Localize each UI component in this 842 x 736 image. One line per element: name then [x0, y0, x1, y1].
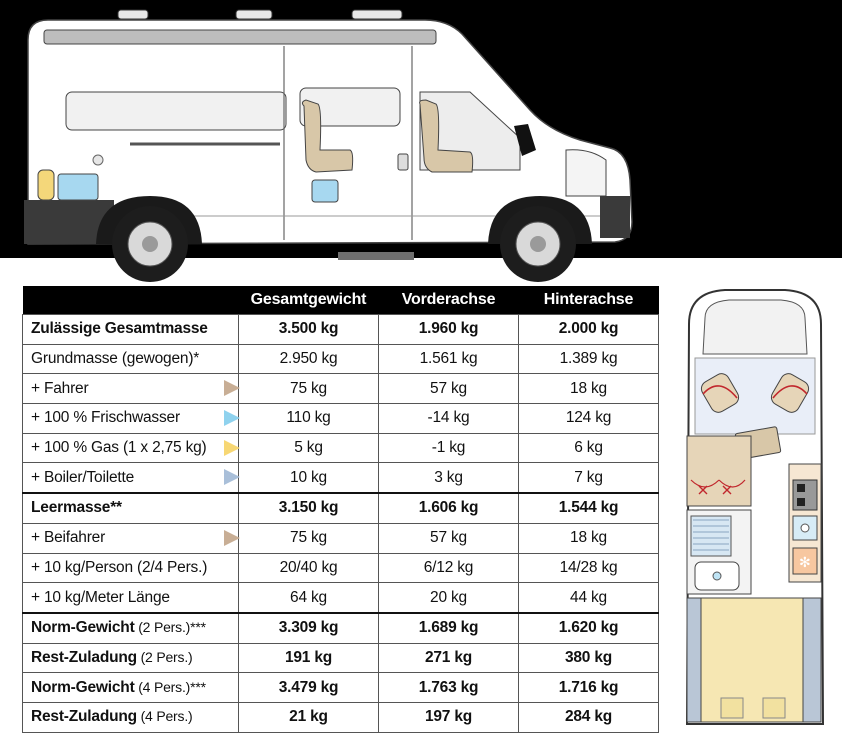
cell-rear-axle: 1.544 kg [519, 493, 659, 523]
table-header-row [23, 286, 659, 315]
table-row [23, 344, 659, 374]
row-label [23, 643, 239, 673]
table-row [23, 643, 659, 673]
row-label-text: + Beifahrer [31, 529, 106, 547]
row-label-text: + Boiler/Toilette [31, 468, 135, 486]
table-row [23, 433, 659, 463]
table-row [23, 404, 659, 434]
row-label [23, 523, 239, 553]
table-row [23, 374, 659, 404]
gas-bottle [38, 170, 54, 200]
row-label [23, 374, 239, 404]
row-label [23, 463, 239, 493]
fresh-water-tank [58, 174, 98, 200]
row-label [23, 404, 239, 434]
cell-rear-axle: 6 kg [519, 433, 659, 463]
cell-rear-axle: 284 kg [519, 702, 659, 732]
row-label-text: Rest-Zuladung [31, 708, 137, 726]
cell-front-axle: 1.561 kg [379, 344, 519, 374]
cell-rear-axle: 14/28 kg [519, 553, 659, 583]
column-header-total-weight: Gesamtgewicht [239, 286, 379, 315]
cell-rear-axle: 1.716 kg [519, 673, 659, 703]
rear-window [66, 92, 286, 130]
row-label [23, 583, 239, 613]
cell-total-weight: 3.500 kg [239, 315, 379, 345]
table-row [23, 315, 659, 345]
rear-wheel [112, 206, 188, 282]
row-label [23, 673, 239, 703]
row-label-suffix: (2 Pers.)*** [134, 619, 206, 636]
cell-rear-axle: 124 kg [519, 404, 659, 434]
row-label-text: + 100 % Gas (1 x 2,75 kg) [31, 439, 207, 457]
row-label [23, 315, 239, 345]
cell-total-weight: 3.150 kg [239, 493, 379, 523]
column-header [23, 286, 239, 315]
floor-plan-illustration [675, 284, 835, 730]
table-row [23, 583, 659, 613]
triangle-marker-icon [224, 410, 240, 426]
column-header-front-axle: Vorderachse [379, 286, 519, 315]
triangle-marker-icon [224, 469, 240, 485]
cell-total-weight: 2.950 kg [239, 344, 379, 374]
row-label-suffix: (2 Pers.) [136, 648, 193, 665]
table-row [23, 523, 659, 553]
cell-front-axle: 1.960 kg [379, 315, 519, 345]
table-row [23, 493, 659, 523]
row-label-suffix: (4 Pers.) [136, 708, 193, 725]
row-label-text: Leermasse** [31, 499, 122, 517]
cell-total-weight: 3.479 kg [239, 673, 379, 703]
weight-table-container [22, 286, 658, 733]
svg-text:✻: ✻ [799, 555, 811, 571]
weight-table [22, 286, 659, 733]
cell-total-weight: 21 kg [239, 702, 379, 732]
row-label-text: Norm-Gewicht [31, 619, 135, 637]
water-box [312, 180, 338, 202]
row-label [23, 702, 239, 732]
cell-total-weight: 3.309 kg [239, 613, 379, 643]
cell-rear-axle: 18 kg [519, 523, 659, 553]
row-label-text: + 10 kg/Meter Länge [31, 588, 170, 606]
cell-front-axle: -14 kg [379, 404, 519, 434]
row-label [23, 613, 239, 643]
entry-step [338, 252, 414, 260]
front-bumper [600, 196, 630, 238]
table-row [23, 613, 659, 643]
van-side-view-illustration [0, 0, 660, 285]
cell-rear-axle: 1.620 kg [519, 613, 659, 643]
roof-vent [352, 10, 402, 19]
cell-front-axle: 1.606 kg [379, 493, 519, 523]
cell-total-weight: 110 kg [239, 404, 379, 434]
row-label-text: Rest-Zuladung [31, 648, 137, 666]
row-label [23, 553, 239, 583]
cell-total-weight: 191 kg [239, 643, 379, 673]
cell-front-axle: 1.689 kg [379, 613, 519, 643]
row-label-suffix: (4 Pers.)*** [134, 678, 206, 695]
column-header-rear-axle: Hinterachse [519, 286, 659, 315]
cell-total-weight: 75 kg [239, 523, 379, 553]
cell-front-axle: 57 kg [379, 523, 519, 553]
cell-front-axle: 3 kg [379, 463, 519, 493]
cell-rear-axle: 44 kg [519, 583, 659, 613]
row-label-text: + 100 % Frischwasser [31, 409, 180, 427]
awning [44, 30, 436, 44]
cell-front-axle: 57 kg [379, 374, 519, 404]
row-label-text: + 10 kg/Person (2/4 Pers.) [31, 558, 208, 576]
front-wheel [500, 206, 576, 282]
cell-front-axle: 271 kg [379, 643, 519, 673]
cell-front-axle: 197 kg [379, 702, 519, 732]
cell-rear-axle: 7 kg [519, 463, 659, 493]
row-label [23, 433, 239, 463]
table-row [23, 553, 659, 583]
triangle-marker-icon [224, 530, 240, 546]
hood [703, 300, 807, 354]
triangle-marker-icon [224, 440, 240, 456]
row-label-text: + Fahrer [31, 379, 89, 397]
rear-bed [701, 598, 803, 722]
cell-total-weight: 10 kg [239, 463, 379, 493]
cell-total-weight: 64 kg [239, 583, 379, 613]
row-label-text: Zulässige Gesamtmasse [31, 320, 208, 338]
cell-rear-axle: 2.000 kg [519, 315, 659, 345]
cell-front-axle: 20 kg [379, 583, 519, 613]
row-label-text: Norm-Gewicht [31, 678, 135, 696]
row-label [23, 493, 239, 523]
cell-front-axle: 6/12 kg [379, 553, 519, 583]
roof-vent [118, 10, 148, 19]
triangle-marker-icon [224, 380, 240, 396]
headlight [566, 150, 606, 196]
row-label [23, 344, 239, 374]
cell-total-weight: 20/40 kg [239, 553, 379, 583]
cell-rear-axle: 380 kg [519, 643, 659, 673]
cell-rear-axle: 1.389 kg [519, 344, 659, 374]
cell-rear-axle: 18 kg [519, 374, 659, 404]
row-label-text: Grundmasse (gewogen)* [31, 350, 200, 368]
cell-total-weight: 75 kg [239, 374, 379, 404]
cell-total-weight: 5 kg [239, 433, 379, 463]
table-row [23, 463, 659, 493]
roof-vent [236, 10, 272, 19]
bench-seat [687, 436, 751, 506]
cell-front-axle: -1 kg [379, 433, 519, 463]
table-row [23, 673, 659, 703]
cell-front-axle: 1.763 kg [379, 673, 519, 703]
table-row [23, 702, 659, 732]
